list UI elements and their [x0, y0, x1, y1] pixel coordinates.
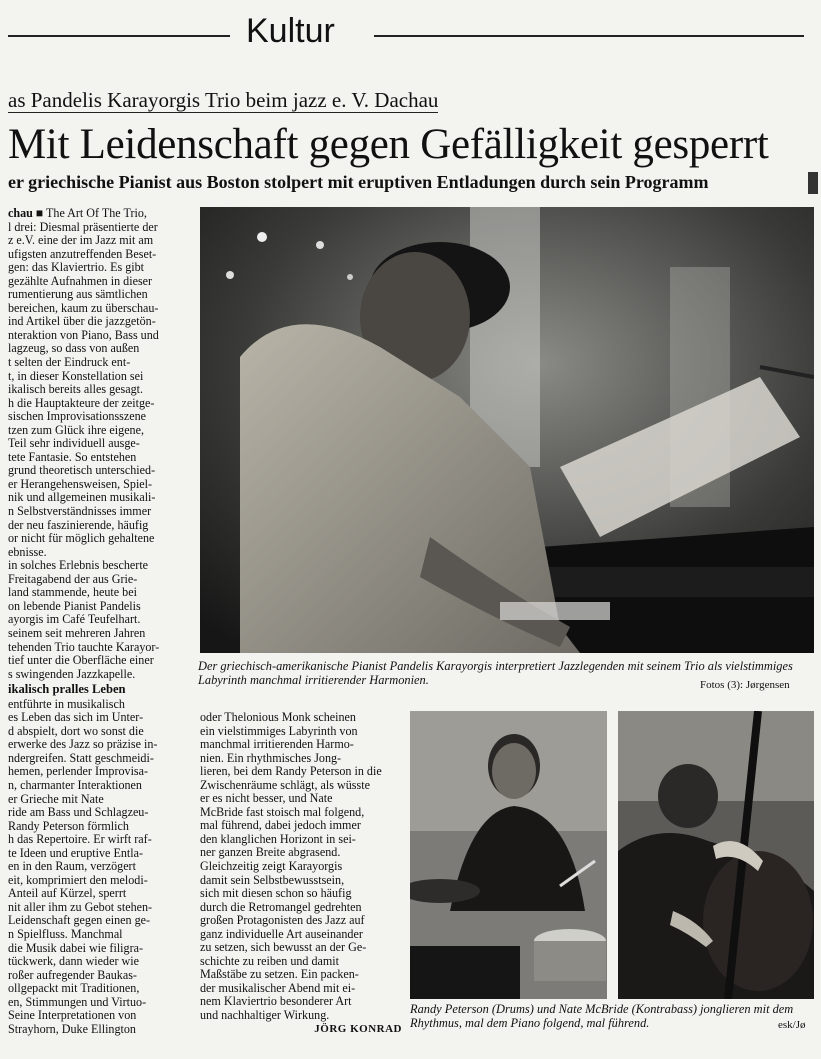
text-line: nik und allgemeinen musikali-	[8, 490, 156, 505]
text-line: rumentierung aus sämtlichen	[8, 287, 148, 302]
header-rule-left	[8, 35, 230, 37]
text-line: großen Protagonisten des Jazz auf	[200, 913, 365, 928]
text-line: ufigsten anzutreffenden Beset-	[8, 246, 157, 261]
text-line: ner ganzen Breite abgrasend.	[200, 845, 341, 860]
pianist-image	[200, 207, 814, 653]
column1-paragraph-2	[8, 698, 194, 1037]
text-line: n, charmanter Interaktionen	[8, 777, 142, 792]
text-line: den klanglichen Horizont in sei-	[200, 831, 356, 846]
article-column-2	[200, 711, 402, 1036]
text-line: t, in dieser Konstellation sei	[8, 368, 144, 383]
bottom-photo-caption: Randy Peterson (Drums) und Nate McBride (Kontrabass) jonglieren mit dem Rhythmus, mal dem Piano folgend, mal führend.	[410, 1002, 794, 1030]
text-line: tzen zum Glück ihre eigene,	[8, 422, 144, 437]
main-photo-pianist	[200, 207, 814, 653]
text-line: ebnisse.	[8, 544, 47, 559]
text-line: gezählte Aufnahmen in dieser	[8, 273, 153, 288]
text-line: der musikalischer Abend mit ei-	[200, 980, 356, 995]
text-line: sischen Improvisationsszene	[8, 409, 147, 424]
article-deck: er griechische Pianist aus Boston stolpert mit eruptiven Entladungen durch sein Programm	[8, 172, 709, 192]
text-line: ndergreifen. Statt geschmeidi-	[8, 750, 154, 765]
author-signature: JÖRG KONRAD	[314, 1022, 402, 1035]
text-line: schichte zu reiben und damit	[200, 953, 340, 968]
bassist-image	[618, 711, 814, 999]
text-line: es Leben das sich im Unter-	[8, 710, 144, 725]
text-line: Randy Peterson förmlich	[8, 818, 129, 833]
text-line: tehenden Trio tauchte Karayor-	[8, 639, 160, 654]
text-line: grund theoretisch unterschied-	[8, 463, 156, 478]
text-line: Leidenschaft gegen einen ge-	[8, 913, 151, 928]
photo-credit: Fotos (3): Jørgensen	[700, 679, 790, 691]
text-line: seinem seit mehreren Jahren	[8, 625, 146, 640]
text-line: tief unter die Oberfläche einer	[8, 653, 154, 668]
column2-paragraph	[200, 711, 402, 1023]
text-line: l drei: Diesmal präsentierte der	[8, 219, 158, 234]
text-line: nit aller ihm zu Gebot stehen-	[8, 899, 153, 914]
main-photo-caption: Der griechisch-amerikanische Pianist Pandelis Karayorgis interpretiert Jazzlegenden mit seinem Trio als vielstimmiges Labyrinth manchmal irritierender Harmonien.	[198, 659, 793, 687]
text-line: Maßstäbe zu setzen. Ein packen-	[200, 967, 359, 982]
text-line: gen: das Klaviertrio. Es gibt	[8, 260, 145, 275]
header-rule-right	[374, 35, 804, 37]
text-line: ein vielstimmiges Labyrinth von	[200, 723, 358, 738]
text-line: durch die Retromangel gedrehten	[200, 899, 362, 914]
text-line: Teil sehr individuell ausge-	[8, 436, 140, 451]
text-line: Zwischenräume schlägt, als wüsste	[200, 777, 370, 792]
text-line: s swingenden Jazzkapelle.	[8, 666, 136, 681]
text-line: die Musik dabei wie filigra-	[8, 940, 144, 955]
text-line: er es nicht besser, und Nate	[200, 791, 333, 806]
text-line: Strayhorn, Duke Ellington	[8, 1021, 136, 1036]
text-line: nem Klaviertrio besonderer Art	[200, 994, 352, 1009]
text-line: land stammende, heute bei	[8, 585, 137, 600]
article-kicker: as Pandelis Karayorgis Trio beim jazz e. V. Dachau	[8, 88, 439, 112]
photo-drummer	[410, 711, 607, 999]
column1-paragraph	[8, 221, 194, 682]
text-line: er Herangehensweisen, Spiel-	[8, 476, 153, 491]
text-line: lieren, bei dem Randy Peterson in die	[200, 764, 382, 779]
text-line: en, Stimmungen und Virtuo-	[8, 994, 147, 1009]
text-line: er Grieche mit Nate	[8, 791, 104, 806]
text-line: der neu faszinierende, häufig	[8, 517, 149, 532]
text-line: z e.V. eine der im Jazz mit am	[8, 233, 154, 248]
text-line: damit sein Selbstbewusstsein,	[200, 872, 345, 887]
text-line: tückwerk, dann wieder wie	[8, 954, 139, 969]
text-line: Anteil auf Kürzel, sperrt	[8, 886, 127, 901]
text-line: und nachhaltiger Wirkung.	[200, 1008, 330, 1023]
text-line: h die Hauptakteure der zeitge-	[8, 395, 155, 410]
text-line: zu setzen, sich bewusst an der Ge-	[200, 940, 367, 955]
text-line: ollgepackt mit Traditionen,	[8, 981, 140, 996]
text-line: entführte in musikalisch	[8, 696, 125, 711]
text-line: manchmal irritierenden Harmo-	[200, 737, 354, 752]
text-line: ind Artikel über die jazzgetön-	[8, 314, 156, 329]
photo-bassist	[618, 711, 814, 999]
column1-lead: chau ■ The Art Of The Trio,	[8, 206, 147, 220]
text-line: bereichen, kaum zu überschau-	[8, 300, 159, 315]
text-line: Gleichzeitig zeigt Karayorgis	[200, 859, 343, 874]
article-column-1	[8, 207, 194, 1036]
text-line: d abspielt, dort wo sonst die	[8, 723, 144, 738]
dateline: chau	[8, 206, 33, 220]
text-line: h das Repertoire. Er wirft raf-	[8, 832, 152, 847]
text-line: or nicht für möglich gehaltene	[8, 531, 155, 546]
text-line: sich mit diesen schon so häufig	[200, 886, 352, 901]
text-line: eit, komprimiert den melodi-	[8, 872, 148, 887]
text-line: tete Fantasie. So entstehen	[8, 449, 137, 464]
drummer-image	[410, 711, 607, 999]
column1-subhead: ikalisch pralles Leben	[8, 682, 126, 697]
text-line: te Ideen und eruptive Entla-	[8, 845, 143, 860]
text-line: oder Thelonious Monk scheinen	[200, 710, 356, 724]
text-line: hemen, perlender Improvisa-	[8, 764, 149, 779]
text-line: ayorgis im Café Teufelhart.	[8, 612, 141, 627]
text-line: in solches Erlebnis bescherte	[8, 558, 149, 573]
article-headline: Mit Leidenschaft gegen Gefälligkeit gesperrt	[8, 121, 769, 168]
text-line: ride am Bass und Schlagzeu-	[8, 805, 149, 820]
text-line: en in den Raum, verzögert	[8, 859, 136, 874]
text-line: nien. Ein rhythmisches Jong-	[200, 750, 342, 765]
text-line: nteraktion von Piano, Bass und	[8, 327, 159, 342]
text-line: ikalisch bereits alles gesagt.	[8, 382, 144, 397]
text-line: Freitagabend der aus Grie-	[8, 571, 138, 586]
text-line: roßer aufregender Baukas-	[8, 967, 137, 982]
text-line: n Spielfluss. Manchmal	[8, 926, 123, 941]
margin-mark	[808, 172, 818, 194]
text-line: Seine Interpretationen von	[8, 1008, 137, 1023]
text-line: erwerke des Jazz so präzise in-	[8, 737, 158, 752]
kicker-underline	[8, 112, 438, 113]
text-line: t selten der Eindruck ent-	[8, 355, 131, 370]
text-line: n Selbstverständnisses immer	[8, 504, 152, 519]
text-line: ganz individuelle Art auseinander	[200, 926, 363, 941]
bottom-photo-credit: esk/Jø	[778, 1019, 806, 1031]
text-line: lagzeug, so dass von außen	[8, 341, 140, 356]
text-line: McBride fast stoisch mal folgend,	[200, 804, 365, 819]
text-line: on lebende Pianist Pandelis	[8, 598, 141, 613]
text-line: mal führend, dabei jedoch immer	[200, 818, 361, 833]
section-title: Kultur	[246, 12, 335, 50]
